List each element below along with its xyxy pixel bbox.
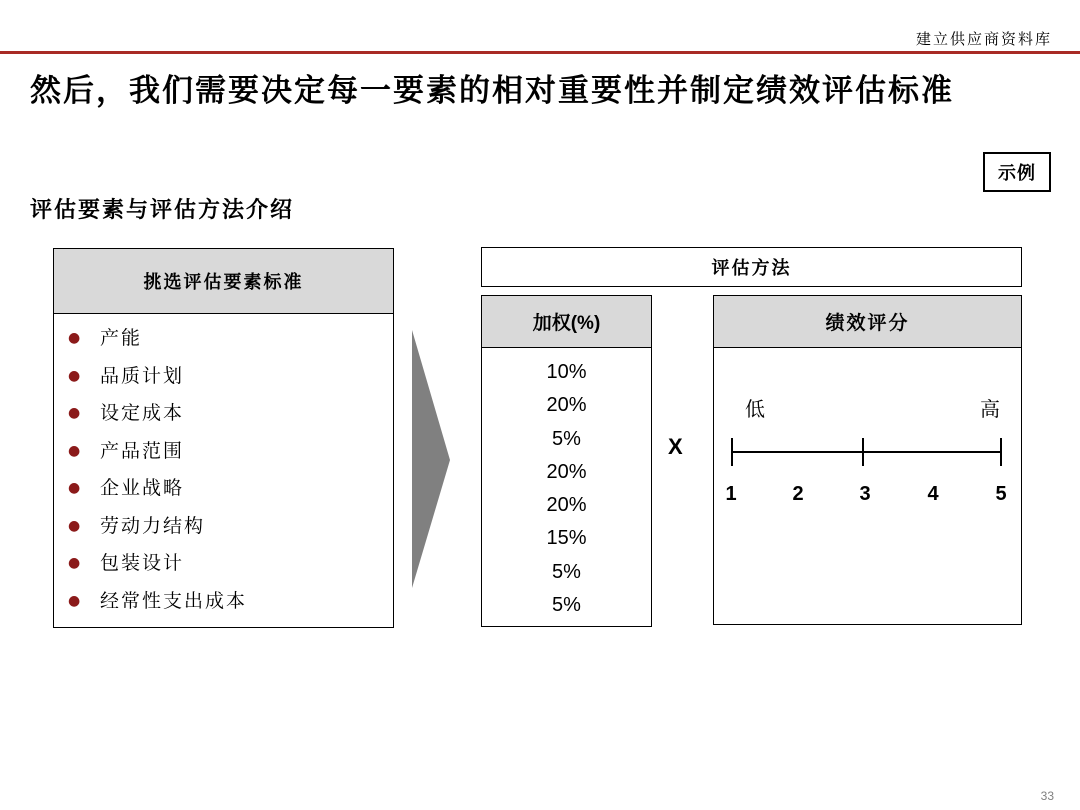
- list-item: 5%: [552, 594, 581, 617]
- list-item: 20%: [546, 394, 587, 417]
- list-item: 10%: [546, 361, 587, 383]
- method-heading: 评估方法: [481, 247, 1022, 287]
- scale-number: 4: [927, 483, 939, 505]
- list-item: 5%: [552, 427, 581, 450]
- bullet-icon: ●: [68, 480, 83, 496]
- list-item: 15%: [546, 527, 587, 550]
- scale-tick: [1000, 438, 1002, 466]
- bullet-icon: ●: [68, 367, 83, 384]
- bullet-icon: ●: [68, 555, 83, 571]
- example-badge: 示例: [983, 152, 1051, 192]
- score-scale-line: [731, 451, 1001, 453]
- weight-panel: [481, 295, 652, 627]
- scale-number: 5: [995, 483, 1007, 505]
- scale-tick: [731, 438, 733, 466]
- criteria-list: [54, 314, 393, 620]
- low-label: 低: [745, 397, 765, 421]
- list-item: ● 产能: [68, 320, 393, 358]
- list-item: 5%: [552, 560, 581, 583]
- list-item: ● 包装设计: [68, 545, 393, 583]
- list-item: ● 产品范围: [68, 433, 393, 471]
- scale-number: 3: [859, 483, 871, 505]
- list-item: ● 品质计划: [68, 358, 393, 396]
- bullet-icon: ●: [68, 405, 83, 421]
- list-item: 20%: [546, 460, 587, 483]
- weight-list: [482, 348, 651, 622]
- score-panel: [713, 295, 1022, 625]
- scale-number: 2: [792, 483, 804, 505]
- header-divider: [0, 51, 1080, 54]
- weight-heading: 加权(%): [482, 296, 651, 348]
- section-subtitle: 评估要素与评估方法介绍: [30, 197, 295, 223]
- criteria-heading: 挑选评估要素标准: [54, 249, 393, 314]
- list-item: ● 企业战略: [68, 470, 393, 508]
- criteria-panel: [53, 248, 394, 628]
- scale-number: 1: [725, 483, 737, 505]
- arrow-right-icon: [408, 330, 454, 590]
- bullet-icon: ●: [68, 517, 83, 534]
- header-library-name: 建立供应商资料库: [915, 30, 1052, 48]
- multiply-operator: X: [668, 434, 683, 459]
- list-item: ● 经常性支出成本: [68, 583, 393, 621]
- list-item: ● 设定成本: [68, 395, 393, 433]
- bullet-icon: ●: [68, 330, 83, 346]
- high-label: 高: [980, 397, 1000, 421]
- list-item: ● 劳动力结构: [68, 508, 393, 546]
- score-heading: 绩效评分: [714, 296, 1021, 348]
- list-item: 20%: [546, 494, 587, 517]
- slide-title: 然后，我们需要决定每一要素的相对重要性并制定绩效评估标准: [30, 73, 954, 109]
- page-number: 33: [1040, 789, 1054, 803]
- bullet-icon: ●: [68, 442, 83, 459]
- scale-tick: [862, 438, 864, 466]
- bullet-icon: ●: [68, 592, 83, 609]
